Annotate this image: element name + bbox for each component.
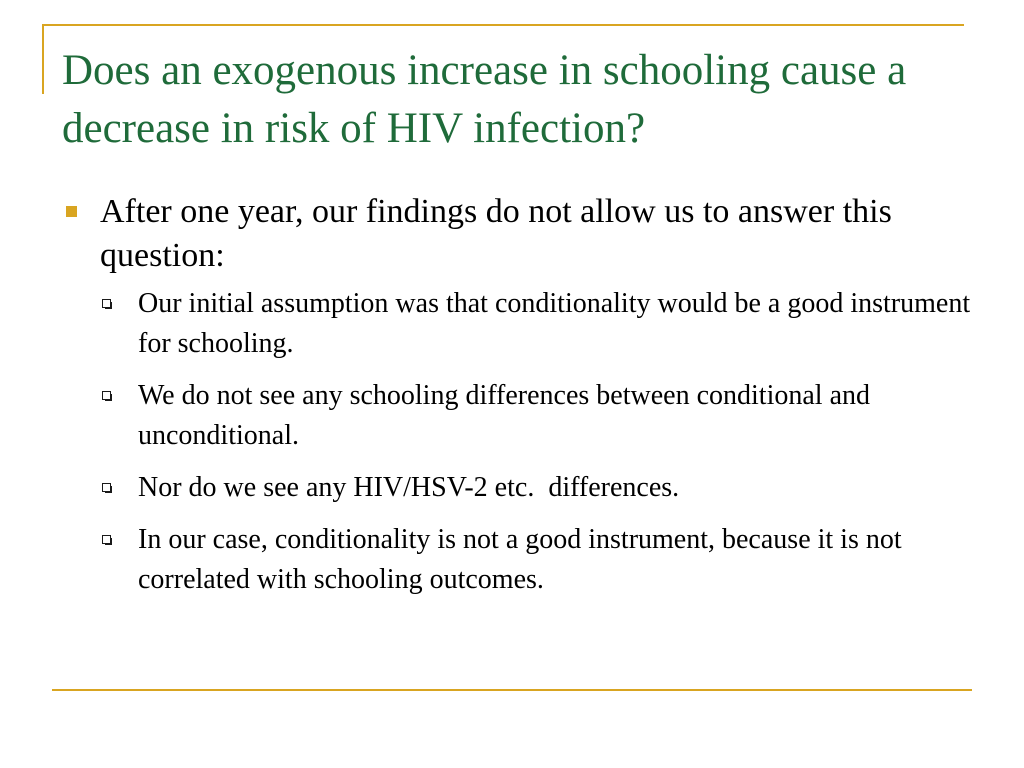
hollow-square-bullet-icon [102, 483, 111, 492]
bottom-rule [52, 689, 972, 691]
bullet-level-1 [62, 190, 972, 278]
sub-bullet [62, 284, 972, 364]
slide-body [62, 190, 972, 612]
hollow-square-bullet-icon [102, 299, 111, 308]
hollow-square-bullet-icon [102, 391, 111, 400]
top-rule [42, 24, 964, 26]
sub-bullet-text: Nor do we see any HIV/HSV-2 etc. differences. [138, 472, 680, 503]
sub-bullet-text: In our case, conditionality is not a good instrument, because it is not correlated with schooling outcomes. [138, 524, 902, 595]
sub-bullet [62, 468, 972, 508]
sub-bullet-text: Our initial assumption was that conditionality would be a good instrument for schooling. [138, 288, 971, 359]
filled-square-bullet-icon [66, 206, 77, 217]
sub-bullet [62, 520, 972, 600]
slide-title: Does an exogenous increase in schooling cause a decrease in risk of HIV infection? [62, 47, 907, 152]
hollow-square-bullet-icon [102, 535, 111, 544]
bullet-text: After one year, our findings do not allow us to answer this question: [100, 193, 892, 274]
sub-bullet-text: We do not see any schooling differences between conditional and unconditional. [138, 380, 870, 451]
sub-bullet [62, 376, 972, 456]
left-rule [42, 24, 44, 94]
